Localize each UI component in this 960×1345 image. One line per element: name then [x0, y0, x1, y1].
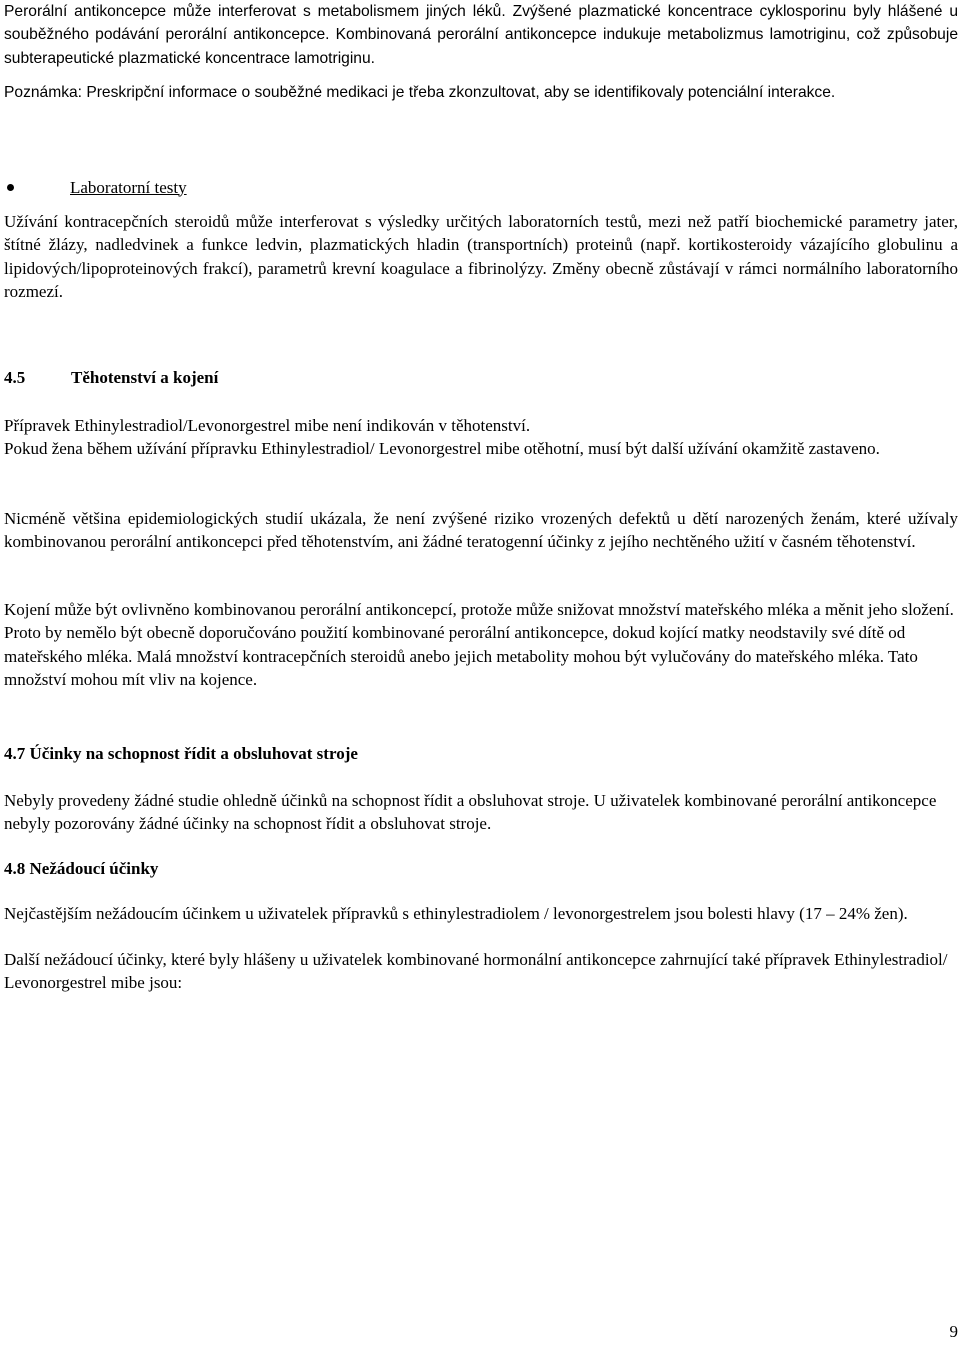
- paragraph-breastfeeding: Kojení může být ovlivněno kombinovanou perorální antikoncepcí, protože může snižovat množství mateřského mléka a měnit jeho složení. Proto by nemělo být obecně doporučováno použití kombinované perorální antikoncepce, dokud kojící matky neodstavily své dítě od mateřského mléka. Malá množství kontracepčních steroidů anebo jejich metabolity mohou být vylučovány do mateřského mléka. Tato množství mohou mít vliv na kojence.: [4, 600, 954, 690]
- paragraph-epidemiology: Nicméně většina epidemiologických studií ukázala, že není zvýšené riziko vrozených defektů u dětí narozených ženám, které užívaly kombinovanou perorální antikoncepci před těhotenstvím, ani žádné teratogenní účinky z jejího nechtěného užití v časném těhotenství.: [4, 509, 958, 552]
- paragraph-pregnancy-stop: Pokud žena během užívání přípravku Ethinylestradiol/ Levonorgestrel mibe otěhotní, musí být další užívání okamžitě zastaveno.: [4, 439, 880, 458]
- bullet-label: Laboratorní testy: [70, 177, 187, 197]
- bullet-laboratory-tests: [4, 176, 958, 199]
- paragraph-side-effects-common: Nejčastějším nežádoucím účinkem u uživatelek přípravků s ethinylestradiolem / levonorgestrelem jsou bolesti hlavy (17 – 24% žen).: [4, 904, 908, 923]
- heading-4-7: 4.7 Účinky na schopnost řídit a obsluhovat stroje: [4, 744, 358, 763]
- heading-title: Těhotenství a kojení: [71, 368, 219, 387]
- heading-4-8: 4.8 Nežádoucí účinky: [4, 859, 159, 878]
- heading-number: 4.5: [4, 368, 26, 387]
- paragraph-pregnancy-not-indicated: Přípravek Ethinylestradiol/Levonorgestrel mibe není indikován v těhotenství.: [4, 416, 531, 435]
- paragraph-note: Poznámka: Preskripční informace o souběžné medikaci je třeba zkonzultovat, aby se identifikovaly potenciální interakce.: [4, 84, 836, 101]
- paragraph-interactions: Perorální antikoncepce může interferovat s metabolismem jiných léků. Zvýšené plazmatické koncentrace cyklosporinu byly hlášené u souběžného podávání perorální antikoncepce. Kombinovaná perorální antikoncepce indukuje metabolizmus lamotriginu, což způsobuje subterapeutické plazmatické koncentrace lamotriginu.: [4, 3, 958, 67]
- paragraph-driving: Nebyly provedeny žádné studie ohledně účinků na schopnost řídit a obsluhovat stroje. U uživatelek kombinované perorální antikoncepce nebyly pozorovány žádné účinky na schopnost řídit a obsluhovat stroje.: [4, 791, 937, 834]
- page-number: 9: [949, 1322, 958, 1341]
- paragraph-side-effects-other: Další nežádoucí účinky, které byly hlášeny u uživatelek kombinované hormonální antikoncepce zahrnující také přípravek Ethinylestradiol/ Levonorgestrel mibe jsou:: [4, 950, 948, 993]
- bullet-icon: [7, 184, 14, 191]
- heading-4-5: [4, 366, 958, 389]
- paragraph-lab-tests: Užívání kontracepčních steroidů může interferovat s výsledky určitých laboratorních testů, mezi než patří biochemické parametry jater, štítné žlázy, nadledvinek a funkce ledvin, plazmatických hladin (transportních) proteinů (např. kortikosteroidy vázajícího globulinu a lipidových/lipoproteinových frakcí), parametrů krevní koagulace a fibrinolýzy. Změny obecně zůstávají v rámci normálního laboratorního rozmezí.: [4, 212, 958, 302]
